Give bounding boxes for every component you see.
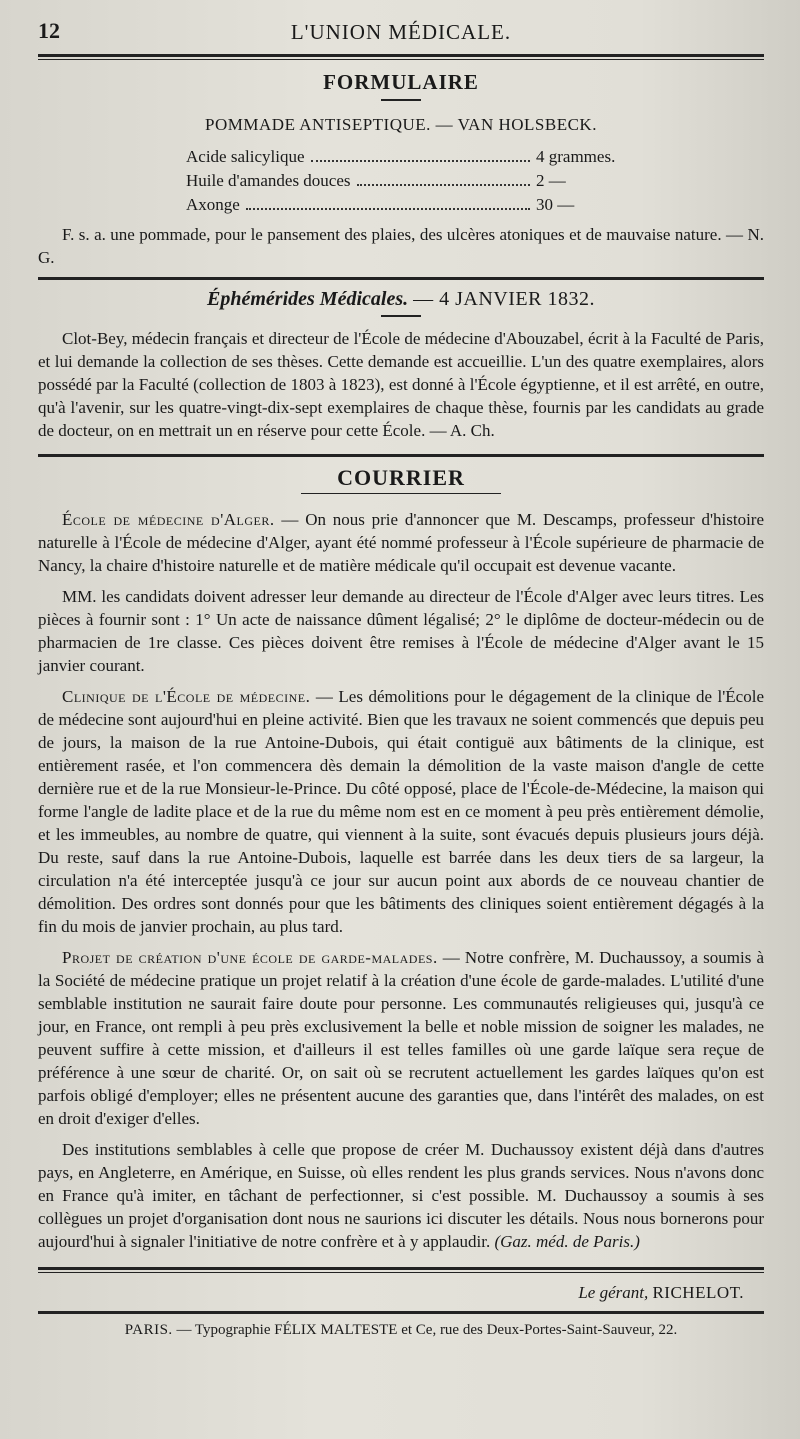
ingredient-quantity: 30 — [536,195,575,214]
courrier-paragraph [38,508,764,577]
recipe-instructions: F. s. a. une pommade, pour le pansement des plaies, des ulcères atoniques et de mauvaise nature. — N. G. [38,225,764,267]
formulaire-title: FORMULAIRE [323,70,479,94]
section-rule [38,454,764,457]
footer-rule [38,1267,764,1273]
ingredient-row [186,193,656,217]
ingredient-list [186,145,656,217]
ephemerides-date: — 4 JANVIER 1832. [413,288,595,310]
gerant-signature [38,1283,744,1303]
paragraph-text: MM. les candidats doivent adresser leur demande au directeur de l'École d'Alger avec leurs titres. Les pièces à fournir sont : 1° Un acte de naissance dûment légalisé; 2° le diplôme de docteur-médecin ou de pharmacien de 1re classe. Ces pièces doivent être remises à l'École de médecine d'Alger avant le 15 janvier courant. [38,587,764,675]
gerant-name: RICHELOT. [652,1283,744,1302]
paragraph-text: — Notre confrère, M. Duchaussoy, a soumis à la Société de médecine pratique un projet relatif à la création d'une école de garde-malades. L'utilité d'une semblable institution ne saurait faire doute pour personne. Les communautés religieuses qui, jusqu'à ce jour, en France, ont rempli à peu près exclusivement la belle et noble mission de soigner les malades, ne peuvent suffire à cette mission, et d'ailleurs il est telles familles où une garde laïque sera reçue de préférence à une sœur de charité. Or, on sait où se recrutent actuellement les gardes laïques qu'on est parfois obligé d'employer; elles ne présentent aucune des garanties que, dans l'intérêt des malades, on est en droit d'exiger d'elles. [38,948,764,1128]
divider [381,315,421,317]
leader-dots [246,196,530,210]
ingredient-quantity: 4 grammes. [536,147,616,166]
ingredient-row [186,145,656,169]
imprint-text: — Typographie FÉLIX MALTESTE et Ce, rue des Deux-Portes-Saint-Sauveur, 22. [172,1322,678,1338]
ephemerides-section [38,288,764,442]
courrier-title: COURRIER [337,465,465,490]
paragraph-lead: Projet de création d'une école de garde-malades. [62,948,438,967]
imprint-line [38,1322,764,1339]
ephemerides-heading [38,288,764,311]
page-header [38,18,764,48]
imprint-city: PARIS. [124,1322,173,1338]
section-rule [38,277,764,280]
courrier-paragraph [38,1138,764,1253]
ephemerides-title: Éphémérides Médicales. [207,288,409,310]
paragraph-lead: Clinique de l'École de médecine. [62,687,311,706]
divider [381,99,421,101]
courrier-section [38,465,764,1253]
footer-rule [38,1311,764,1314]
recipe-title: POMMADE ANTISEPTIQUE. — VAN HOLSBECK. [205,115,597,134]
divider [301,493,501,494]
ingredient-name: Huile d'amandes douces [186,171,351,190]
ingredient-row [186,169,656,193]
ingredient-name: Acide salicylique [186,147,305,166]
ephemerides-text: Clot-Bey, médecin français et directeur de l'École de médecine d'Abouzabel, écrit à la Faculté de Paris, et lui demande la collection de ses thèses. Cette demande est accueillie. L'un des quatre exemplaires, alors possédé par la Faculté (collection de 1803 à 1823), est donné à l'École égyptienne, et il est arrêté, en outre, qu'à l'avenir, sur les quatre-vingt-dix-sept exemplaires de chaque thèse, fournis par les candidats au grade de docteur, on en mettrait un en réserve pour cette École. — A. Ch. [38,329,764,440]
ingredient-name: Axonge [186,195,240,214]
running-title: L'UNION MÉDICALE. [290,20,512,44]
ingredient-quantity: 2 — [536,171,566,190]
paragraph-text: — Les démolitions pour le dégagement de la clinique de l'École de médecine sont aujourd'hui en pleine activité. Bien que les travaux ne soient commencés que depuis peu de jours, la maison de la rue Antoine-Dubois, qui était contiguë aux bâtiments de la clinique, est entièrement rasée, et l'on commencera dès demain la démolition de la vaste maison d'angle de cette dernière rue et de la rue Monsieur-le-Prince. Du côté opposé, place de l'École-de-Médecine, la maison qui forme l'angle de ladite place et de la rue du même nom est en ce moment à peu près entièrement démolie, et les immeubles, au nombre de quatre, qui viennent à la suite, sont évacués depuis plusieurs jours déjà. Du reste, sauf dans la rue Antoine-Dubois, laquelle est barrée dans les deux tiers de sa largeur, la circulation n'a été interceptée jusqu'à ce jour sur aucun point aux abords de ce nouveau chantier de démolition. Des ordres sont donnés pour que les bâtiments des cliniques soient entièrement dégagés à la fin du mois de janvier prochain, au plus tard. [38,687,765,936]
courrier-paragraph [38,946,764,1130]
leader-dots [357,172,530,186]
paragraph-text: — On nous prie d'annoncer que M. Descamps, professeur d'histoire naturelle à l'École de médecine d'Alger, ayant été nommé professeur à l'École supérieure de pharmacie de Nancy, la chaire d'histoire naturelle et de matière médicale qu'il occupait est devenue vacante. [38,510,765,575]
courrier-paragraph [38,585,764,677]
paragraph-text: Des institutions semblables à celle que propose de créer M. Duchaussoy existent déjà dans d'autres pays, en Angleterre, en Amérique, en Suisse, où elles rendent les plus grands services. Nous n'avons donc en France qu'à imiter, en tâchant de perfectionner, si c'est possible. M. Duchaussoy a soumis à ses collègues un projet d'organisation dont nous ne saurions ici discuter les détails. Nous nous bornerons pour aujourd'hui à signaler l'initiative de notre confrère et à y applaudir. [38,1140,764,1251]
formulaire-section [38,70,764,269]
leader-dots [311,148,531,162]
source-citation: (Gaz. méd. de Paris.) [494,1232,640,1251]
paragraph-lead: École de médecine d'Alger. [62,510,275,529]
page-number: 12 [38,18,60,43]
gerant-label: Le gérant, [578,1283,649,1302]
header-rule [38,54,764,60]
courrier-paragraph [38,685,764,938]
